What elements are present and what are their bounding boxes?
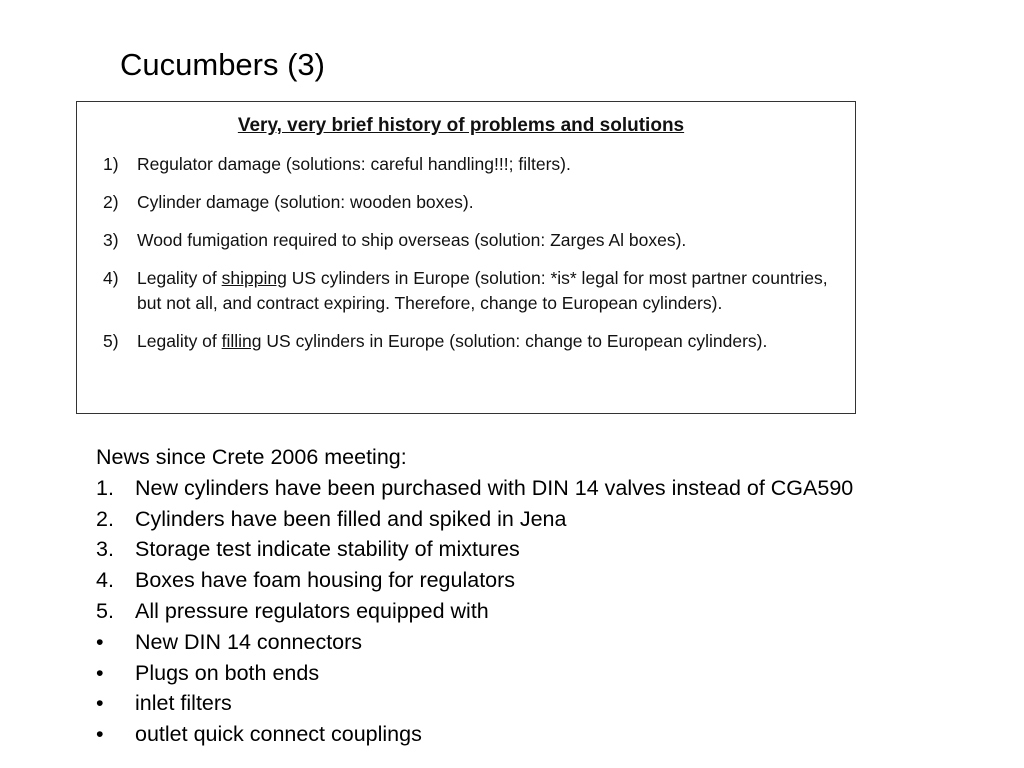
history-item-text-part: US cylinders in Europe (solution: *is* legal for most partner countries, but not all, and contract expiring. Therefore, change to European cylinders). bbox=[137, 268, 828, 313]
news-item bbox=[96, 688, 1016, 719]
history-item-text-part: US cylinders in Europe (solution: change to European cylinders). bbox=[261, 331, 768, 351]
history-item-text bbox=[137, 329, 833, 354]
history-item-number: 5) bbox=[103, 331, 119, 351]
news-item-marker: 2. bbox=[96, 506, 114, 531]
news-item-marker: • bbox=[96, 629, 104, 654]
news-item-text: New DIN 14 connectors bbox=[135, 629, 363, 654]
history-item-number: 4) bbox=[103, 268, 119, 288]
history-item-text-part: Wood fumigation required to ship overseas (solution: Zarges Al boxes). bbox=[137, 230, 687, 250]
news-item-text: New cylinders have been purchased with DIN 14 valves instead of CGA590 bbox=[135, 475, 854, 500]
history-item-text bbox=[137, 266, 833, 316]
news-item-marker: • bbox=[96, 691, 104, 716]
news-item bbox=[96, 504, 1016, 535]
news-item-marker: 3. bbox=[96, 537, 114, 562]
history-list bbox=[103, 152, 833, 367]
history-item bbox=[103, 329, 833, 354]
news-item-text: inlet filters bbox=[135, 691, 232, 716]
history-item bbox=[103, 190, 833, 215]
history-item-text-part: Legality of bbox=[137, 331, 222, 351]
history-item-underlined-word: filling bbox=[221, 331, 262, 351]
history-item-text-part: Cylinder damage (solution: wooden boxes). bbox=[137, 192, 474, 212]
news-item-marker: • bbox=[96, 722, 104, 747]
news-item-marker: 5. bbox=[96, 598, 114, 623]
news-item bbox=[96, 658, 1016, 689]
news-item-text: Boxes have foam housing for regulators bbox=[135, 568, 516, 593]
news-item-marker: 4. bbox=[96, 568, 114, 593]
news-item bbox=[96, 627, 1016, 658]
history-item-number: 1) bbox=[103, 154, 119, 174]
news-item-text: Storage test indicate stability of mixtures bbox=[135, 537, 520, 562]
history-item bbox=[103, 266, 833, 316]
news-item-marker: 1. bbox=[96, 475, 114, 500]
history-item-text bbox=[137, 228, 833, 253]
news-item-text: outlet quick connect couplings bbox=[135, 722, 422, 747]
history-item-text-part: Regulator damage (solutions: careful handling!!!; filters). bbox=[137, 154, 571, 174]
history-box bbox=[76, 101, 856, 414]
news-item bbox=[96, 719, 1016, 750]
news-block bbox=[96, 442, 1016, 750]
news-item bbox=[96, 534, 1016, 565]
news-item-text: All pressure regulators equipped with bbox=[135, 598, 489, 623]
news-list bbox=[96, 473, 1016, 750]
history-item bbox=[103, 228, 833, 253]
history-item-text bbox=[137, 152, 833, 177]
news-item-text: Cylinders have been filled and spiked in Jena bbox=[135, 506, 567, 531]
history-item-text bbox=[137, 190, 833, 215]
slide-title: Cucumbers (3) bbox=[120, 47, 325, 82]
news-item-marker: • bbox=[96, 660, 104, 685]
news-item bbox=[96, 565, 1016, 596]
history-heading: Very, very brief history of problems and solutions bbox=[237, 115, 685, 136]
history-item-number: 2) bbox=[103, 192, 119, 212]
history-item bbox=[103, 152, 833, 177]
news-heading: News since Crete 2006 meeting: bbox=[96, 445, 407, 469]
history-item-text-part: Legality of bbox=[137, 268, 222, 288]
news-item bbox=[96, 473, 1016, 504]
history-item-underlined-word: shipping bbox=[221, 268, 287, 288]
news-item bbox=[96, 596, 1016, 627]
history-item-number: 3) bbox=[103, 230, 119, 250]
news-item-text: Plugs on both ends bbox=[135, 660, 320, 685]
